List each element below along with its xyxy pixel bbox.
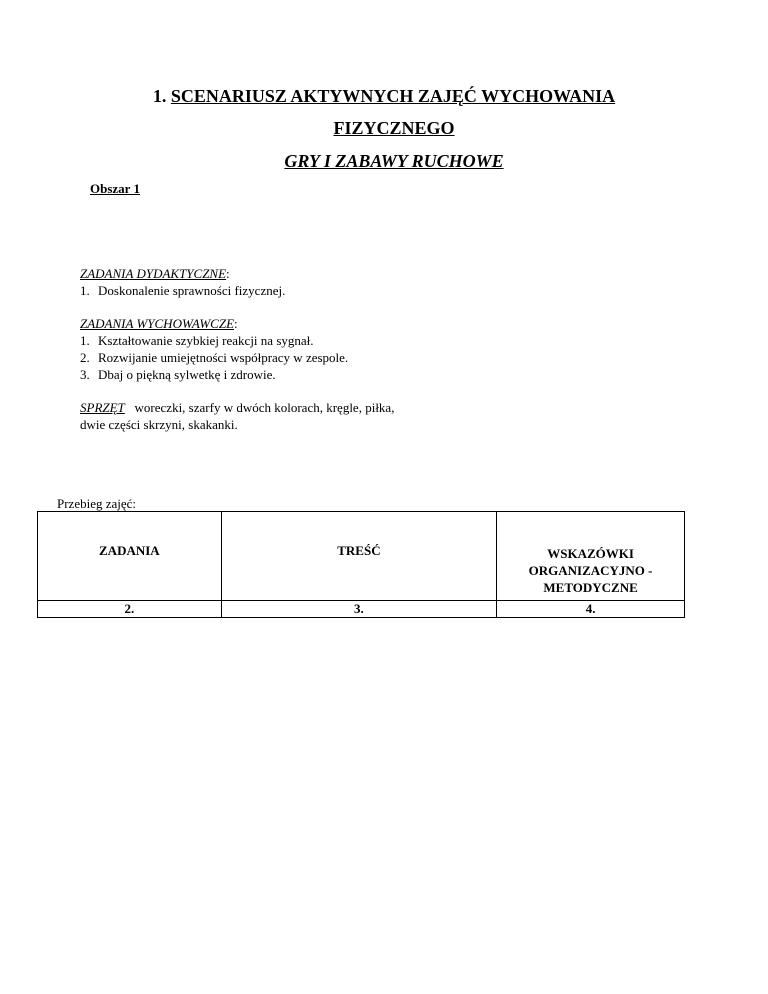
table-number-row [38, 601, 685, 618]
equipment-line-1: woreczki, szarfy w dwóch kolorach, kręgle, piłka, [134, 400, 395, 415]
educational-tasks-heading: ZADANIA WYCHOWAWCZE [80, 316, 235, 331]
title-main: SCENARIUSZ AKTYWNYCH ZAJĘĆ WYCHOWANIA [170, 86, 616, 106]
educational-tasks-list [80, 332, 348, 383]
didactic-tasks: ZADANIA DYDAKTYCZNE: 1. Doskonalenie sprawności fizycznej. [80, 266, 286, 298]
header-cell-tasks: ZADANIA [38, 512, 222, 601]
equipment-line-2: dwie części skrzyni, skakanki. [80, 417, 238, 432]
course-label: Przebieg zajęć: [57, 496, 137, 511]
subtitle: GRY I ZABAWY RUCHOWE [284, 151, 504, 171]
didactic-tasks-list [80, 282, 285, 299]
list-item: 3. Dbaj o piękną sylwetkę i zdrowie. [80, 367, 276, 382]
didactic-tasks-heading: ZADANIA DYDAKTYCZNE [80, 266, 227, 281]
lesson-table [37, 511, 685, 618]
equipment-heading: SPRZĘT [80, 400, 125, 415]
number-cell: 3. [221, 601, 496, 618]
header-cell-content: TREŚĆ [221, 512, 496, 601]
list-item: 1. Kształtowanie szybkiej reakcji na sygnał. [80, 333, 314, 348]
title-line-2: FIZYCZNEGO [333, 118, 455, 138]
title-number: 1. [152, 86, 167, 106]
number-cell: 4. [497, 601, 685, 618]
number-cell: 2. [38, 601, 222, 618]
table-header-row [38, 512, 685, 601]
area-label: Obszar 1 [90, 181, 140, 196]
list-item: 2. Rozwijanie umiejętności współpracy w zespole. [80, 350, 349, 365]
title-line-1 [0, 84, 768, 108]
equipment [80, 399, 394, 433]
list-item: 1. Doskonalenie sprawności fizycznej. [80, 283, 286, 298]
educational-tasks: ZADANIA WYCHOWAWCZE: 1. Kształtowanie szybkiej reakcji na sygnał. 2. Rozwijanie umiejętności współpracy w zespole. 3. Dbaj o piękną sylwetkę i zdrowie. [80, 316, 349, 382]
header-cell-guidelines: WSKAZÓWKI ORGANIZACYJNO - METODYCZNE [497, 512, 685, 601]
